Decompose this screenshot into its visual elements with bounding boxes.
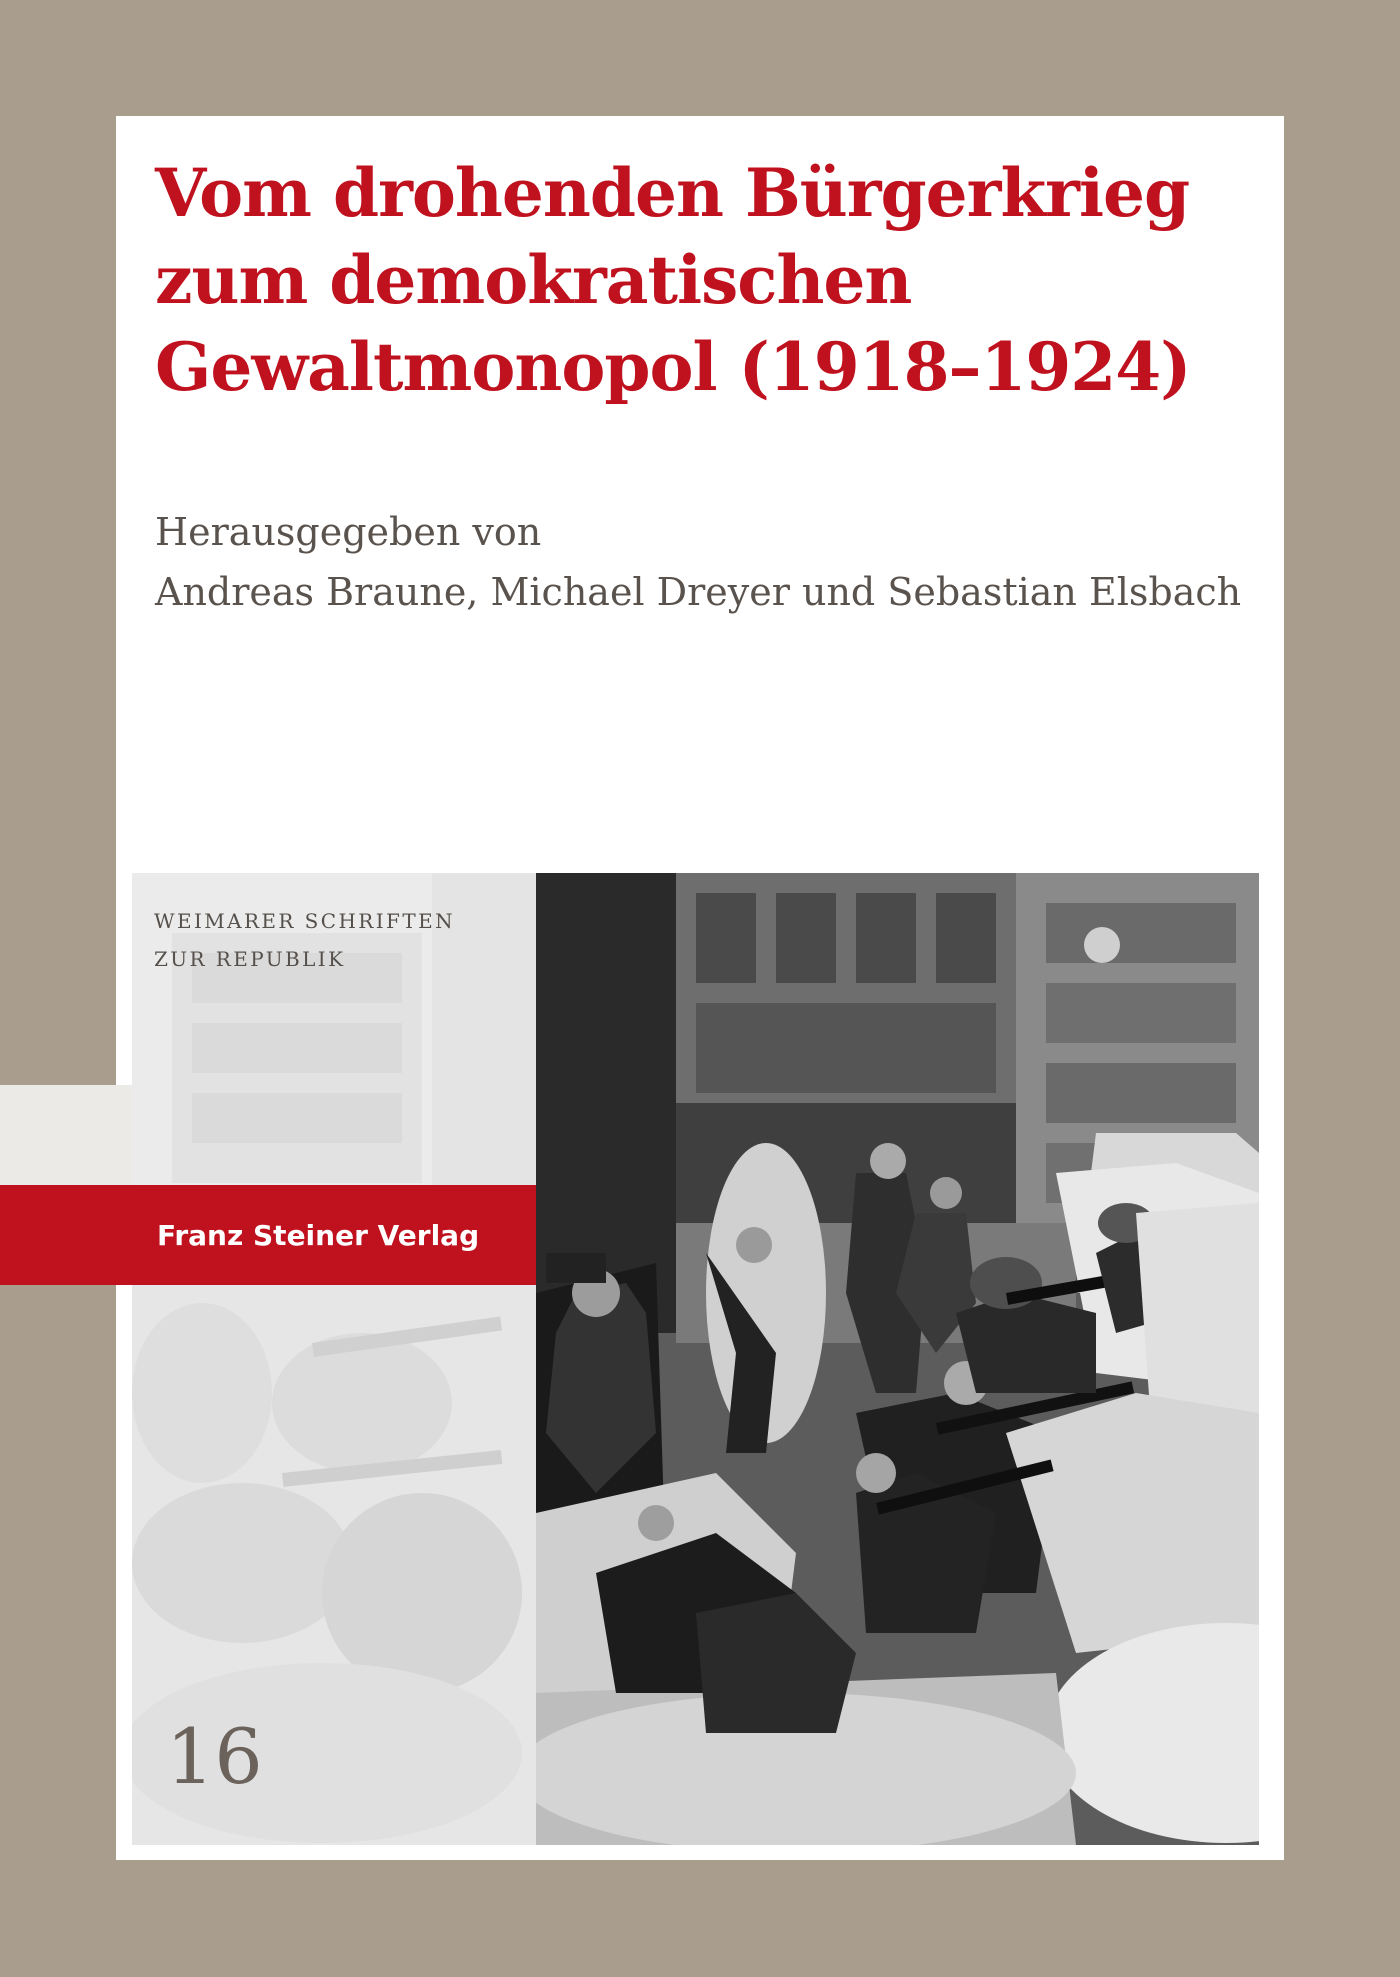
book-title [155,150,1215,411]
series-line-2: ZUR REPUBLIK [154,947,346,971]
title-line-3: Gewaltmonopol (1918–1924) [155,328,1191,406]
editors-names: Andreas Braune, Michael Dreyer und Sebastian Elsbach [155,570,1242,614]
barricade-photo [536,873,1259,1845]
title-line-1: Vom drohenden Bürgerkrieg [155,154,1190,232]
series-title [154,902,514,978]
publisher-name: Franz Steiner Verlag [157,1219,480,1252]
accent-band-light [0,1085,132,1185]
editors-block [155,502,1242,622]
faded-photo-continuation [132,873,536,1845]
series-line-1: WEIMARER SCHRIFTEN [154,909,455,933]
editors-intro: Herausgegeben von [155,510,542,554]
volume-number: 16 [166,1712,263,1801]
series-panel [132,873,536,1845]
title-line-2: zum demokratischen [155,241,912,319]
